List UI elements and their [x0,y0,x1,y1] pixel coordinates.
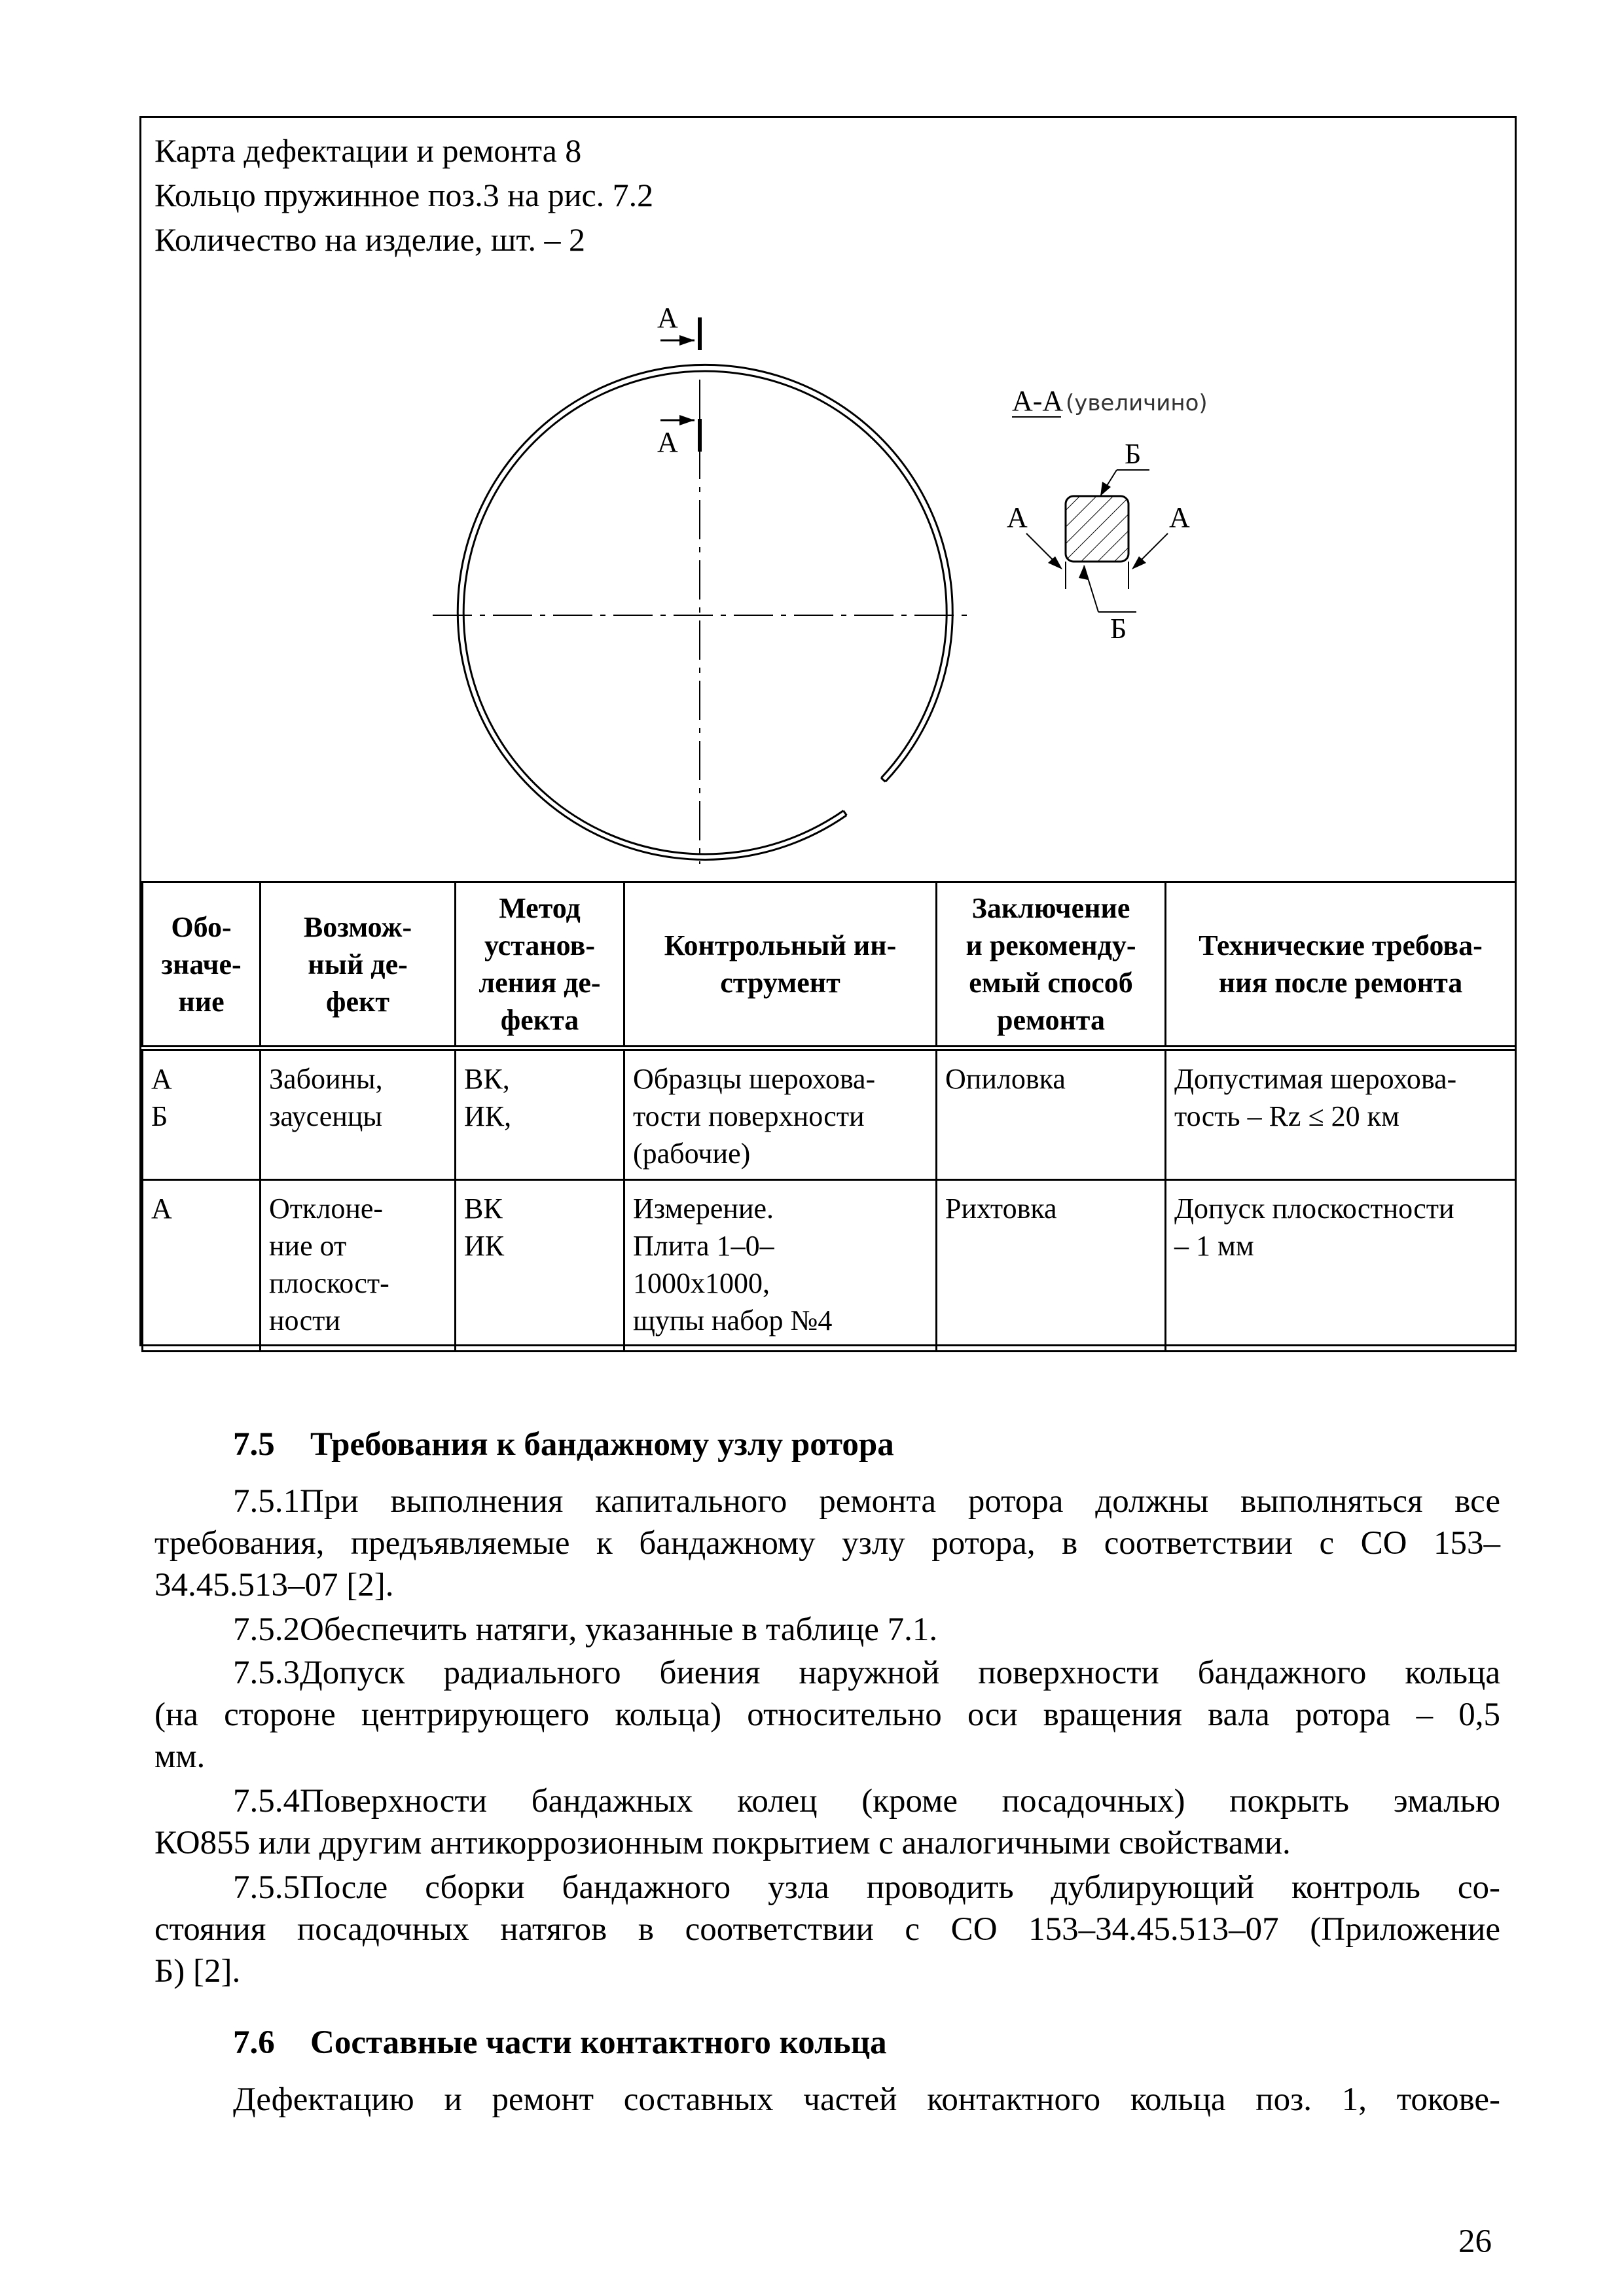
cell-defect: Забоины, заусенцы [261,1049,456,1180]
header-method: Метод установ- ления де- фекта [456,882,624,1049]
paragraph-755: 7.5.5После сборки бандажного узла проводить дублирующий контроль со- стояния посадочных натягов в соответствии с СО 153–34.45.513–07 (Приложение Б) [2]. [154,1869,1500,1990]
view-note: (увеличино) [1066,390,1208,416]
card-part: Кольцо пружинное поз.3 на рис. 7.2 [154,177,654,213]
cell-designation: А Б [143,1049,261,1180]
cell-method: ВК, ИК, [456,1049,624,1180]
ring-inner [463,371,947,854]
defect-table [141,881,1517,1352]
paragraph-76: Дефектацию и ремонт составных частей контактного кольца поз. 1, токове- [233,2081,1500,2118]
cell-requirements: Допустимая шерохова- тость – Rz ≤ 20 км [1166,1049,1516,1180]
paragraph-752: 7.5.2Обеспечить натяги, указанные в таблице 7.1. [233,1611,938,1648]
cell-instrument: Измерение. Плита 1–0– 1000х1000, щупы набор №4 [624,1180,937,1352]
paragraph-754: 7.5.4Поверхности бандажных колец (кроме посадочных) покрыть эмалью КО855 или другим антикоррозионным покрытием с аналогичными свойствами. [154,1783,1500,1861]
cell-method: ВК ИК [456,1180,624,1352]
header-defect: Возмож- ный де- фект [261,882,456,1049]
section-76-title: Составные части контактного кольца [310,2024,887,2061]
view-label: А-А [1012,385,1064,417]
table-header-row [143,882,1516,1049]
cell-designation: А [143,1180,261,1352]
view-a-right: А [1169,501,1190,533]
cell-instrument: Образцы шерохова- тости поверхности (рабочие) [624,1049,937,1180]
view-a-left: А [1007,501,1028,533]
header-designation: Обо- значе- ние [143,882,261,1049]
section-view-aa [1007,385,1208,645]
header-requirements: Технические требова- ния после ремонта [1166,882,1516,1049]
cell-repair: Опиловка [937,1049,1166,1180]
card-title: Карта дефектации и ремонта 8 [154,132,582,169]
section-75-title: Требования к бандажному узлу ротора [310,1426,894,1463]
table-row [143,1180,1516,1352]
profile-section [1066,496,1128,562]
card-quantity: Количество на изделие, шт. – 2 [154,221,585,258]
section-76-number: 7.6 [233,2024,275,2061]
page-number: 26 [1458,2223,1492,2260]
view-b-top: Б [1125,438,1142,470]
paragraph-751: 7.5.1При выполнения капитального ремонта ротора должны выполняться все требования, предъявляемые к бандажному узлу ротора, в соответствии с СО 153– 34.45.513–07 [2]. [154,1483,1500,1604]
section-75-heading [233,1426,894,1463]
ring-drawing [141,118,1515,881]
header-repair: Заключение и рекоменду- емый способ ремонта [937,882,1166,1049]
section-label-bottom: А [657,426,678,458]
section-label-top: А [657,302,678,334]
cell-defect: Отклоне- ние от плоскост- ности [261,1180,456,1352]
ring-outer [458,365,952,859]
view-b-bottom: Б [1110,613,1127,645]
header-instrument: Контрольный ин- струмент [624,882,937,1049]
defect-card [139,116,1517,1346]
section-75-number: 7.5 [233,1426,275,1463]
section-marks [657,302,700,458]
cell-repair: Рихтовка [937,1180,1166,1352]
section-76-heading [233,2024,887,2062]
paragraph-753: 7.5.3Допуск радиального биения наружной поверхности бандажного кольца (на стороне центрирующего кольца) относительно оси вращения вала ротора – 0,5 мм. [154,1655,1500,1775]
table-row [143,1049,1516,1180]
cell-requirements: Допуск плоскостности – 1 мм [1166,1180,1516,1352]
